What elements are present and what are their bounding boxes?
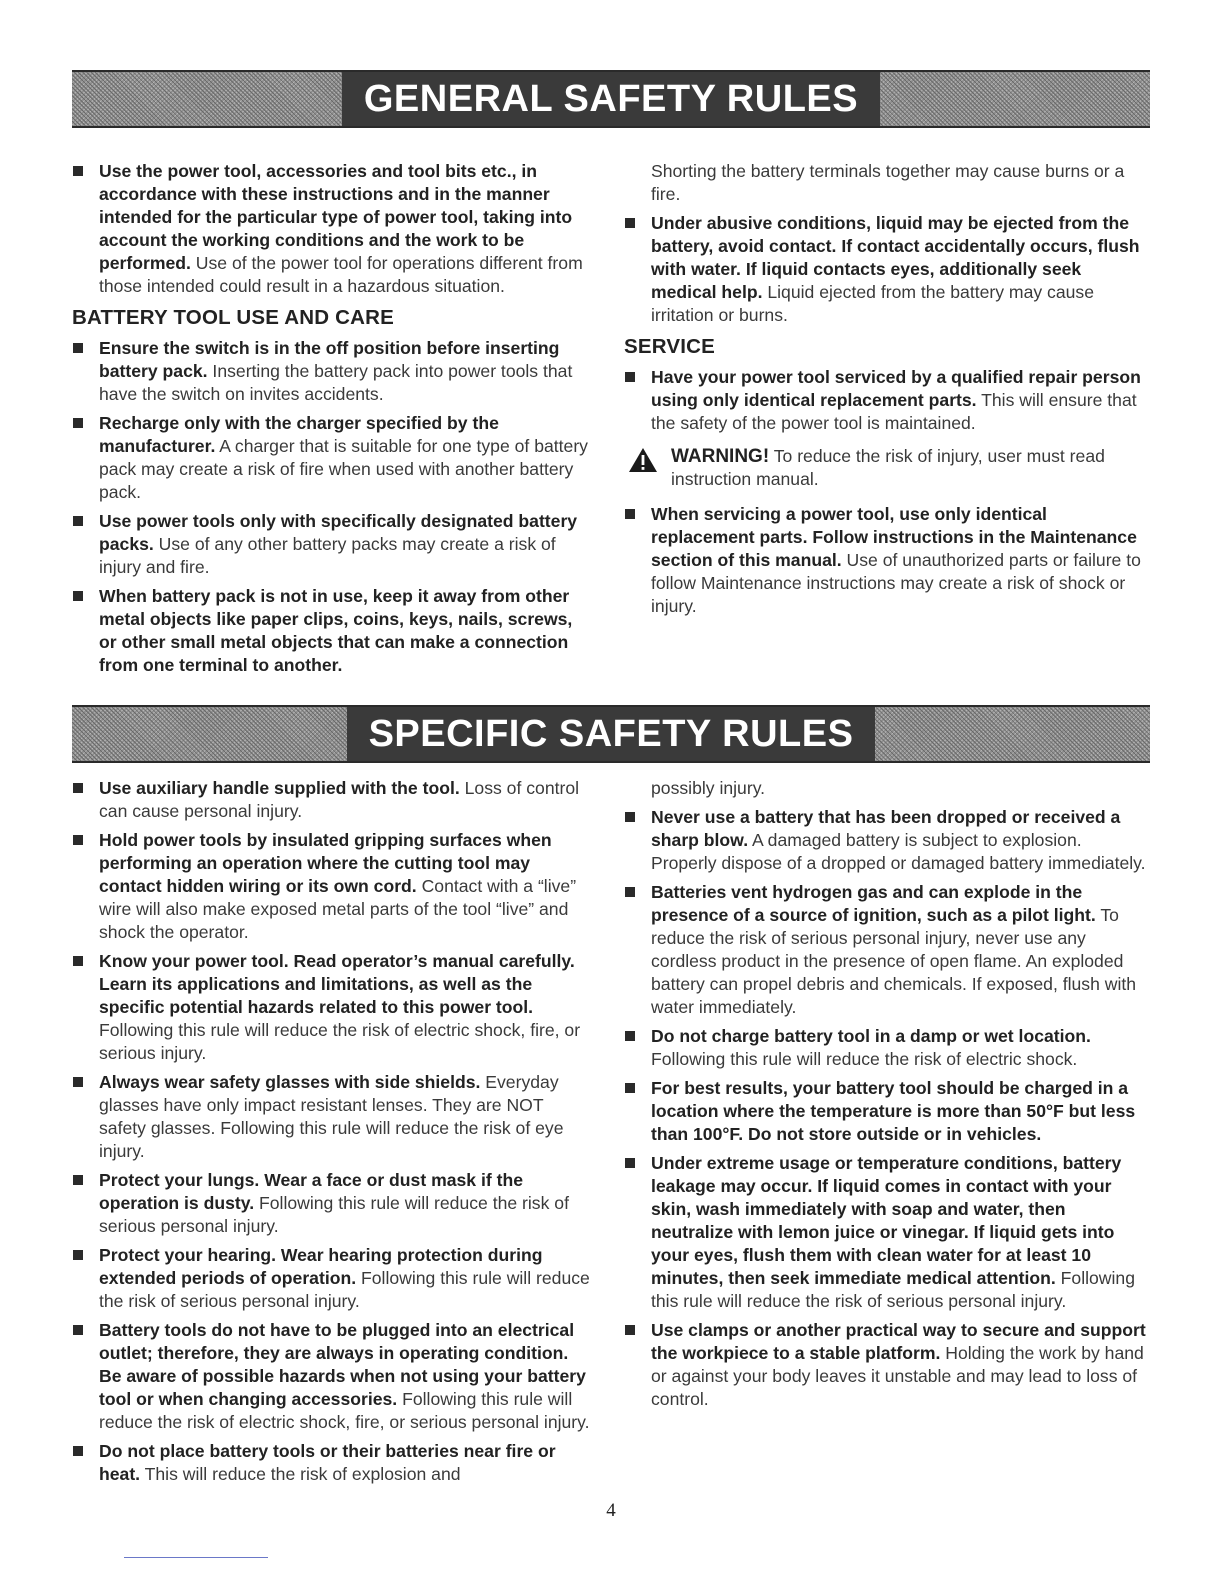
item-text: Contact with a “live” wire will also make exposed metal parts of the tool “live” and shock the operator. [99, 876, 577, 942]
continuation-text [624, 160, 1150, 206]
list-item [72, 1244, 592, 1313]
item-text: To reduce the risk of serious personal injury, never use any cordless product in the presence of open flame. An exploded battery can propel debris and chemicals. If exposed, flush with water immediately. [651, 905, 1137, 1017]
item-text: Inserting the battery pack into power tools that have the switch on invites accidents. [99, 361, 573, 404]
item-bold-text: Never use a battery that has been dropped or received a sharp blow. [651, 807, 1121, 850]
item-bold-text: When servicing a power tool, use only identical replacement parts. Follow instructions in the Maintenance section of this manual. [651, 504, 1137, 570]
item-text: Following this rule will reduce the risk of serious personal injury. [99, 1193, 569, 1236]
item-text: Shorting the battery terminals together may cause burns or a fire. [651, 161, 1125, 204]
item-bold-text: Batteries vent hydrogen gas and can explode in the presence of a source of ignition, such as a pilot light. [651, 882, 1096, 925]
list-item [624, 806, 1150, 875]
warning-text: To reduce the risk of injury, user must read instruction manual. [671, 446, 1105, 489]
warning-label: WARNING! [671, 446, 770, 467]
list-item [72, 585, 592, 677]
general-left-column [72, 160, 592, 683]
item-text: Following this rule will reduce the risk of electric shock, fire, or serious injury. [99, 1020, 581, 1063]
battery-tool-use-heading: BATTERY TOOL USE AND CARE [72, 306, 395, 329]
list-item [624, 366, 1150, 435]
item-bold-text: Have your power tool serviced by a qualified repair person using only identical replacement parts. [651, 367, 1141, 410]
list-item [624, 1319, 1150, 1411]
general-right-column [624, 160, 1150, 624]
item-text: Following this rule will reduce the risk of electric shock, fire, or serious personal injury. [99, 1389, 590, 1432]
warning-triangle-icon [628, 447, 658, 473]
item-text: This will reduce the risk of explosion and [140, 1464, 461, 1484]
item-text: Use of any other battery packs may create a risk of injury and fire. [99, 534, 556, 577]
footer-rule [124, 1557, 268, 1558]
list-item [72, 950, 592, 1065]
list-item [624, 1025, 1150, 1071]
warning-notice [624, 445, 1150, 491]
item-bold-text: Do not place battery tools or their batteries near fire or heat. [99, 1441, 556, 1484]
list-item [624, 212, 1150, 327]
item-text: Following this rule will reduce the risk of electric shock. [651, 1049, 1078, 1069]
item-bold-text: Under abusive conditions, liquid may be ejected from the battery, avoid contact. If contact accidentally occurs, flush with water. If liquid contacts eyes, additionally seek medical help. [651, 213, 1140, 302]
item-bold-text: Always wear safety glasses with side shields. [99, 1072, 481, 1092]
list-item [624, 1077, 1150, 1146]
item-bold-text: Under extreme usage or temperature conditions, battery leakage may occur. If liquid comes in contact with your skin, wash immediately with soap and water, then neutralize with lemon juice or vinegar. If liquid gets into your eyes, flush them with clean water for at least 10 minutes, then seek immediate medical attention. [651, 1153, 1122, 1288]
item-text: Liquid ejected from the battery may cause irritation or burns. [651, 282, 1094, 325]
specific-right-column [624, 777, 1150, 1417]
specific-safety-rules-title: SPECIFIC SAFETY RULES [347, 707, 876, 761]
item-text: Use of unauthorized parts or failure to follow Maintenance instructions may create a risk of shock or injury. [651, 550, 1141, 616]
item-text: Following this rule will reduce the risk of serious personal injury. [651, 1268, 1135, 1311]
item-bold-text: Know your power tool. Read operator’s manual carefully. Learn its applications and limitations, as well as the specific potential hazards related to this power tool. [99, 951, 575, 1017]
item-bold-text: Use clamps or another practical way to secure and support the workpiece to a stable platform. [651, 1320, 1146, 1363]
page-number: 4 [606, 1500, 616, 1521]
item-text: Use of the power tool for operations different from those intended could result in a hazardous situation. [99, 253, 583, 296]
item-text: A charger that is suitable for one type of battery pack may create a risk of fire when used with another battery pack. [99, 436, 588, 502]
list-item [72, 1319, 592, 1434]
item-text: Holding the work by hand or against your body leaves it unstable and may lead to loss of control. [651, 1343, 1144, 1409]
item-text: A damaged battery is subject to explosion. Properly dispose of a dropped or damaged battery immediately. [651, 830, 1146, 873]
item-bold-text: Use power tools only with specifically designated battery packs. [99, 511, 578, 554]
item-bold-text: When battery pack is not in use, keep it away from other metal objects like paper clips, coins, keys, nails, screws, or other small metal objects that can make a connection from one terminal to another. [99, 586, 573, 675]
list-item [624, 503, 1150, 618]
item-bold-text: Hold power tools by insulated gripping surfaces when performing an operation where the cutting tool may contact hidden wiring or its own cord. [99, 830, 552, 896]
list-item [72, 412, 592, 504]
general-safety-rules-banner [72, 70, 1150, 128]
list-item [72, 829, 592, 944]
item-bold-text: Use the power tool, accessories and tool bits etc., in accordance with these instructions and in the manner intended for the particular type of power tool, taking into account the working conditions and the work to be performed. [99, 161, 573, 273]
item-bold-text: Do not charge battery tool in a damp or wet location. [651, 1026, 1091, 1046]
item-text: Everyday glasses have only impact resistant lenses. They are NOT safety glasses. Following this rule will reduce the risk of eye injury. [99, 1072, 564, 1161]
item-bold-text: Protect your hearing. Wear hearing protection during extended periods of operation. [99, 1245, 543, 1288]
list-item [624, 881, 1150, 1019]
specific-safety-rules-banner [72, 705, 1150, 763]
item-text: possibly injury. [651, 778, 766, 798]
item-bold-text: Use auxiliary handle supplied with the tool. [99, 778, 460, 798]
specific-left-column [72, 777, 592, 1492]
list-item [72, 1169, 592, 1238]
list-item [72, 337, 592, 406]
item-text: This will ensure that the safety of the power tool is maintained. [651, 390, 1137, 433]
general-safety-rules-title: GENERAL SAFETY RULES [342, 72, 880, 126]
list-item [72, 1440, 592, 1486]
item-bold-text: For best results, your battery tool should be charged in a location where the temperature is more than 50°F but less than 100°F. Do not store outside or in vehicles. [651, 1078, 1136, 1144]
list-item [72, 510, 592, 579]
list-item [624, 1152, 1150, 1313]
item-text: Following this rule will reduce the risk of serious personal injury. [99, 1268, 590, 1311]
item-text: Loss of control can cause personal injury. [99, 778, 580, 821]
item-bold-text: Recharge only with the charger specified by the manufacturer. [99, 413, 499, 456]
list-item [72, 1071, 592, 1163]
list-item [72, 777, 592, 823]
item-bold-text: Battery tools do not have to be plugged into an electrical outlet; therefore, they are always in operating condition. Be aware of possible hazards when not using your battery tool or when changing accessories. [99, 1320, 586, 1409]
list-item [72, 160, 592, 298]
item-bold-text: Ensure the switch is in the off position before inserting battery pack. [99, 338, 560, 381]
item-bold-text: Protect your lungs. Wear a face or dust mask if the operation is dusty. [99, 1170, 523, 1213]
continuation-text [624, 777, 1150, 800]
service-heading: SERVICE [624, 335, 716, 358]
